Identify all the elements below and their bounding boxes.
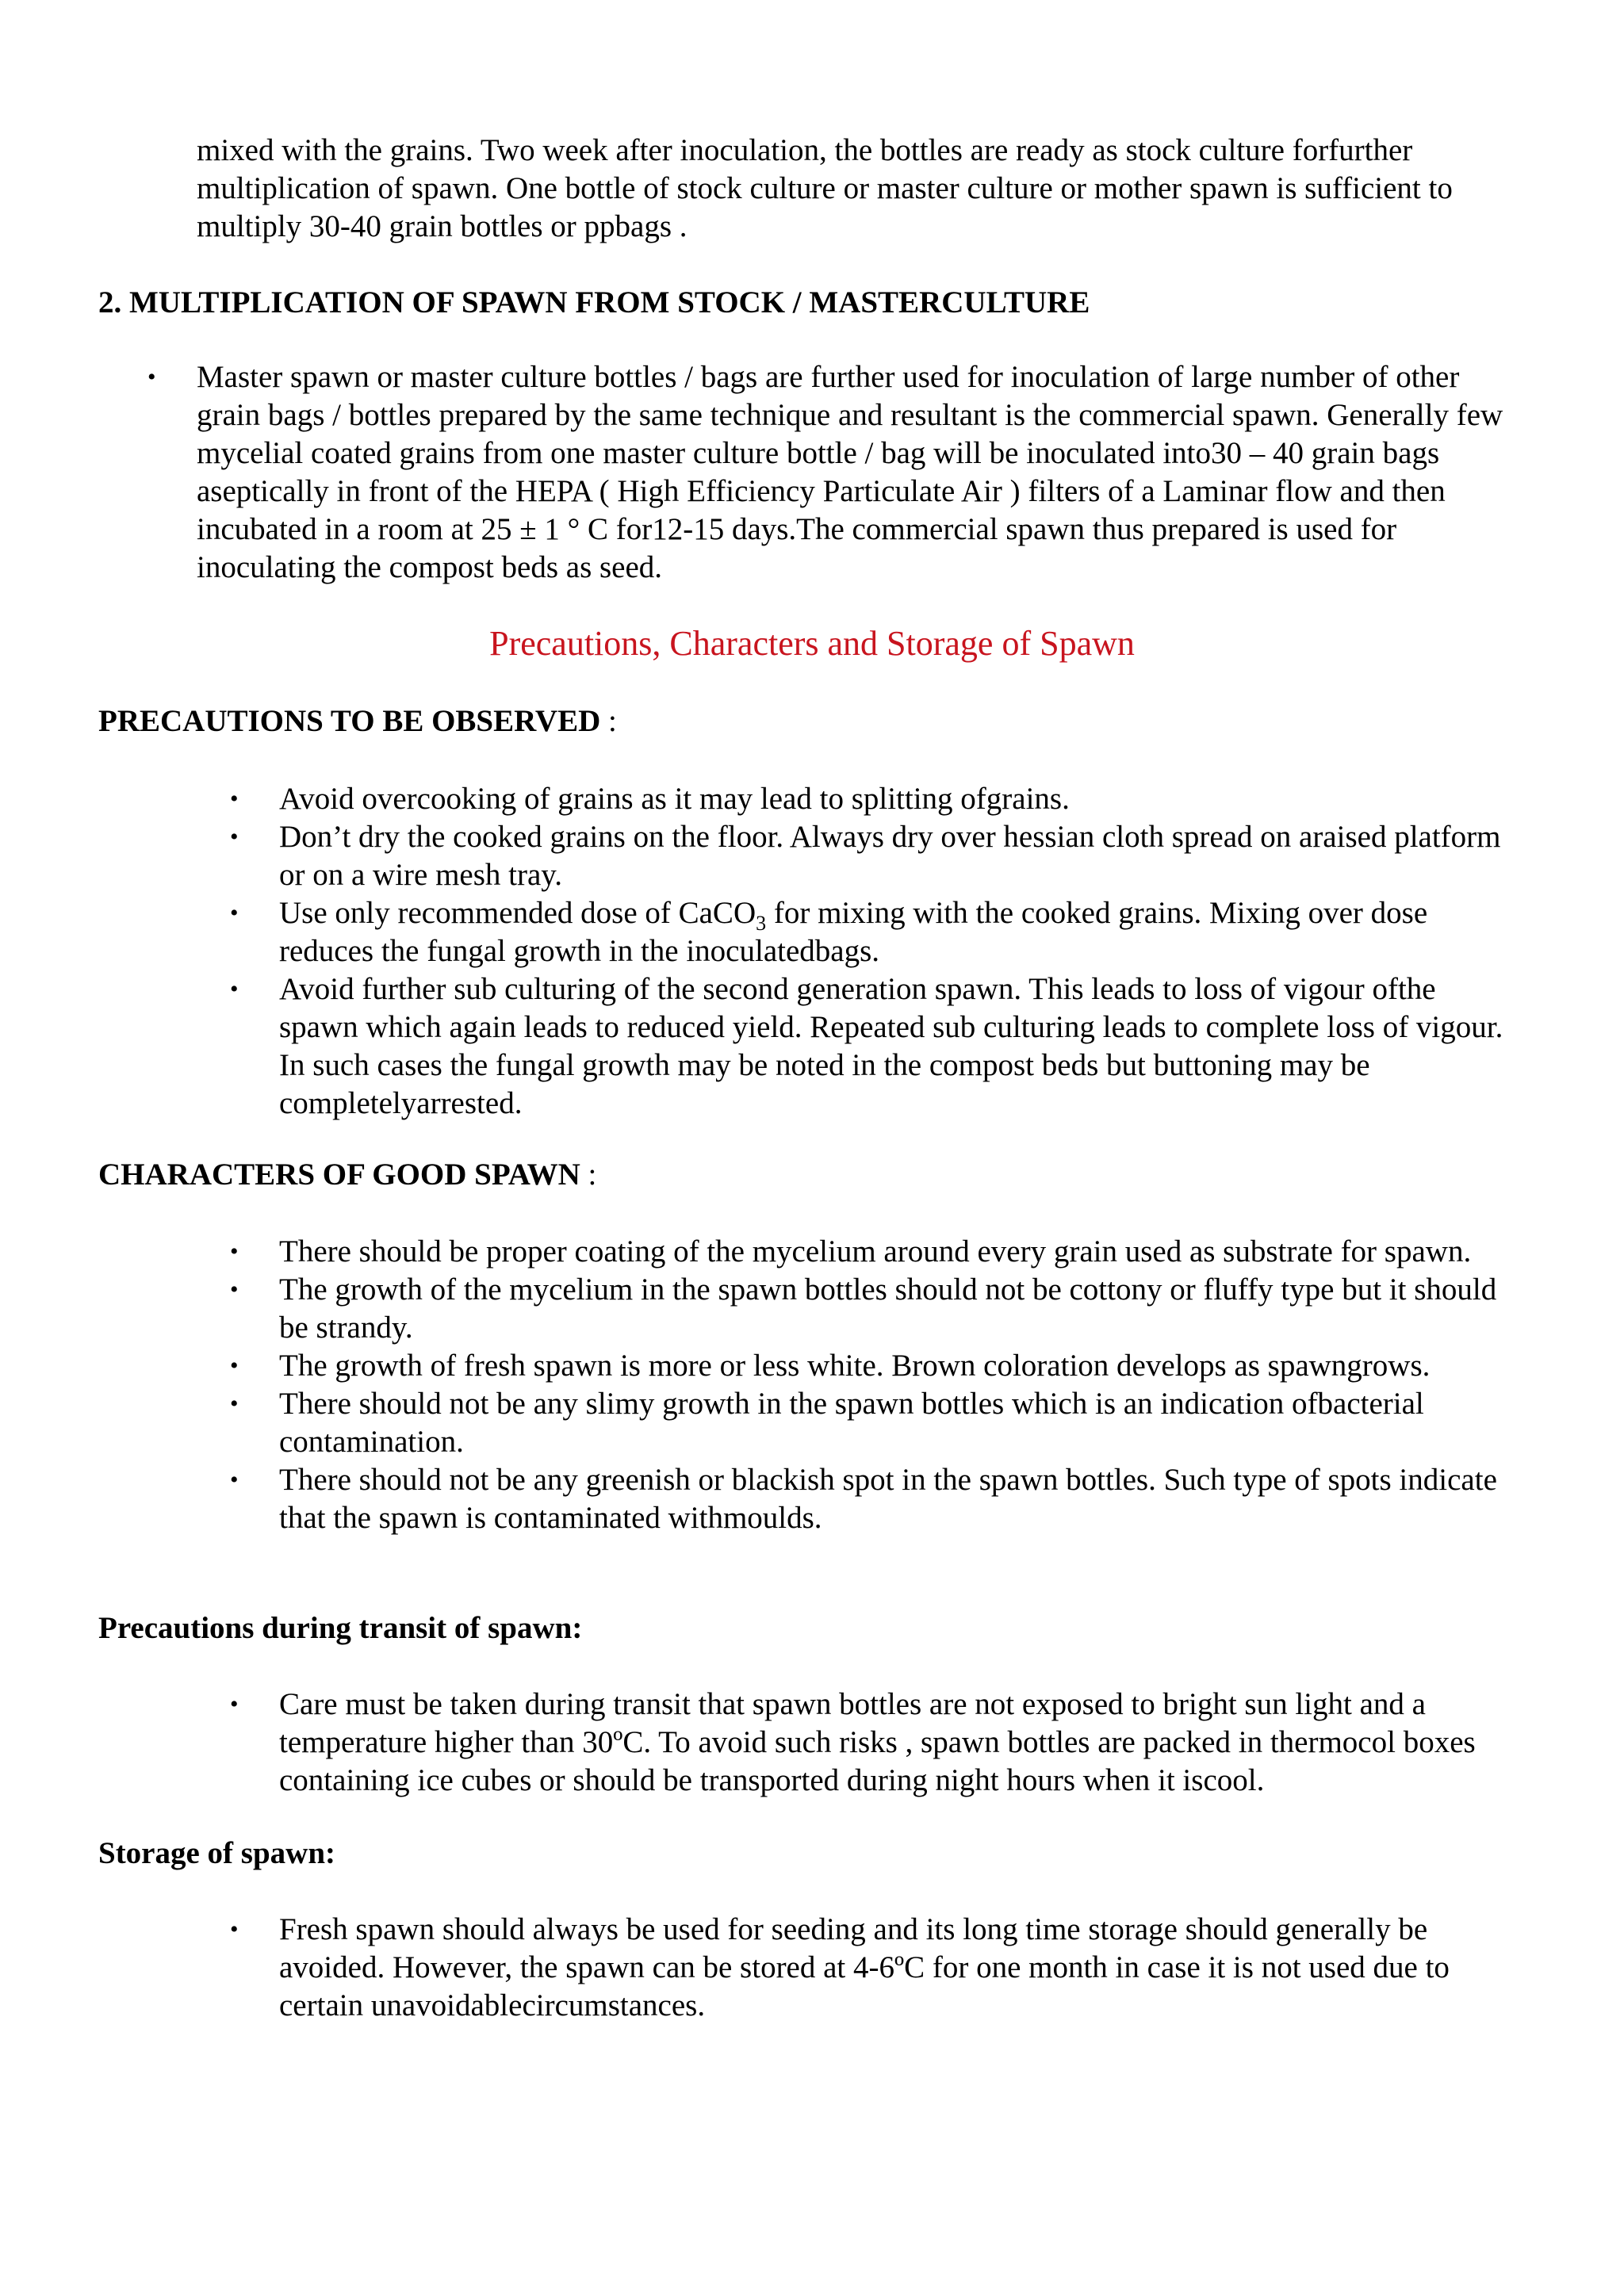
precautions-list: [230, 780, 1516, 1123]
characters-heading-text: CHARACTERS OF GOOD SPAWN: [98, 1158, 580, 1192]
bullet-icon: •: [230, 1276, 239, 1303]
list-item: [230, 1461, 1516, 1537]
bullet-icon: •: [230, 900, 239, 926]
main-title: Precautions, Characters and Storage of Spawn: [489, 624, 1135, 663]
transit-list: [230, 1686, 1516, 1800]
bullet-icon: •: [230, 1238, 239, 1265]
list-item: [230, 1271, 1516, 1347]
precautions-heading-suffix: :: [600, 704, 617, 738]
list-item: [230, 970, 1516, 1123]
section-2-bullet: [147, 358, 1513, 587]
intro-paragraph: mixed with the grains. Two week after inoculation, the bottles are ready as stock culture forfurther multiplication of spawn. One bottle of stock culture or master culture or mother spawn is sufficient to multiply 30-40 grain bottles or ppbags .: [197, 133, 1453, 243]
bullet-icon: •: [230, 976, 239, 1002]
bullet-icon: •: [230, 824, 239, 850]
bullet-icon: •: [147, 364, 156, 390]
list-item-text: Don’t dry the cooked grains on the floor. Always dry over hessian cloth spread on araised platform or on a wire mesh tray.: [279, 820, 1501, 892]
section-2-bullet-text: Master spawn or master culture bottles / bags are further used for inoculation of large number of other grain bags / bottles prepared by the same technique and resultant is the commercial spawn. Generally few mycelial coated grains from one master culture bottle / bag will be inoculated into30 – 40 grain bags aseptically in front of the HEPA ( High Efficiency Particulate Air ) filters of a Laminar flow and then incubated in a room at 25 ± 1 ° C for12-15 days.The commercial spawn thus prepared is used for inoculating the compost beds as seed.: [197, 360, 1503, 584]
list-item: [230, 1233, 1516, 1271]
list-item-text: The growth of fresh spawn is more or less white. Brown coloration develops as spawngrows.: [279, 1349, 1431, 1383]
list-item-text: The growth of the mycelium in the spawn bottles should not be cottony or fluffy type but it should be strandy.: [279, 1272, 1497, 1345]
list-item: [230, 894, 1516, 970]
precautions-heading: [98, 702, 1526, 740]
list-item: [230, 1686, 1516, 1800]
list-item-text: Care must be taken during transit that spawn bottles are not exposed to bright sun light and a temperature higher than 30ºC. To avoid such risks , spawn bottles are packed in thermocol boxes containing ice cubes or should be transported during night hours when it iscool.: [279, 1687, 1476, 1797]
subscript: 3: [756, 911, 767, 935]
characters-list: [230, 1233, 1516, 1537]
list-item: [230, 780, 1516, 818]
bullet-icon: •: [230, 1467, 239, 1493]
bullet-icon: •: [230, 1353, 239, 1379]
bullet-icon: •: [230, 786, 239, 812]
transit-heading: Precautions during transit of spawn:: [98, 1611, 583, 1645]
section-2-heading: 2. MULTIPLICATION OF SPAWN FROM STOCK / MASTERCULTURE: [98, 285, 1090, 320]
characters-heading-suffix: :: [580, 1158, 597, 1192]
precautions-heading-text: PRECAUTIONS TO BE OBSERVED: [98, 704, 601, 738]
list-item-text: There should not be any greenish or blackish spot in the spawn bottles. Such type of spots indicate that the spawn is contaminated withmoulds.: [279, 1463, 1497, 1535]
storage-list: [230, 1911, 1516, 2025]
list-item: [230, 1911, 1516, 2025]
storage-heading: Storage of spawn:: [98, 1836, 335, 1870]
list-item: [230, 1347, 1516, 1385]
bullet-icon: •: [230, 1916, 239, 1942]
list-item: [230, 818, 1516, 894]
list-item-text: There should be proper coating of the mycelium around every grain used as substrate for spawn.: [279, 1234, 1472, 1269]
list-item-text: Avoid overcooking of grains as it may lead to splitting ofgrains.: [279, 782, 1070, 816]
bullet-icon: •: [230, 1391, 239, 1417]
list-item-text: Avoid further sub culturing of the second generation spawn. This leads to loss of vigour ofthe spawn which again leads to reduced yield. Repeated sub culturing leads to complete loss of vigour. In such cases the fungal growth may be noted in the compost beds but buttoning may be completelyarrested.: [279, 972, 1503, 1120]
characters-heading: [98, 1156, 1526, 1194]
bullet-icon: •: [230, 1691, 239, 1717]
list-item-text: There should not be any slimy growth in the spawn bottles which is an indication ofbacterial contamination.: [279, 1387, 1424, 1459]
list-item-text: Fresh spawn should always be used for seeding and its long time storage should generally be avoided. However, the spawn can be stored at 4-6ºC for one month in case it is not used due to certain unavoidablecircumstances.: [279, 1912, 1450, 2022]
list-item-text: Use only recommended dose of CaCO$_3$ for mixing with the cooked grains. Mixing over dose reduces the fungal growth in the inoculatedbags.: [279, 896, 1428, 968]
list-item: [230, 1385, 1516, 1461]
